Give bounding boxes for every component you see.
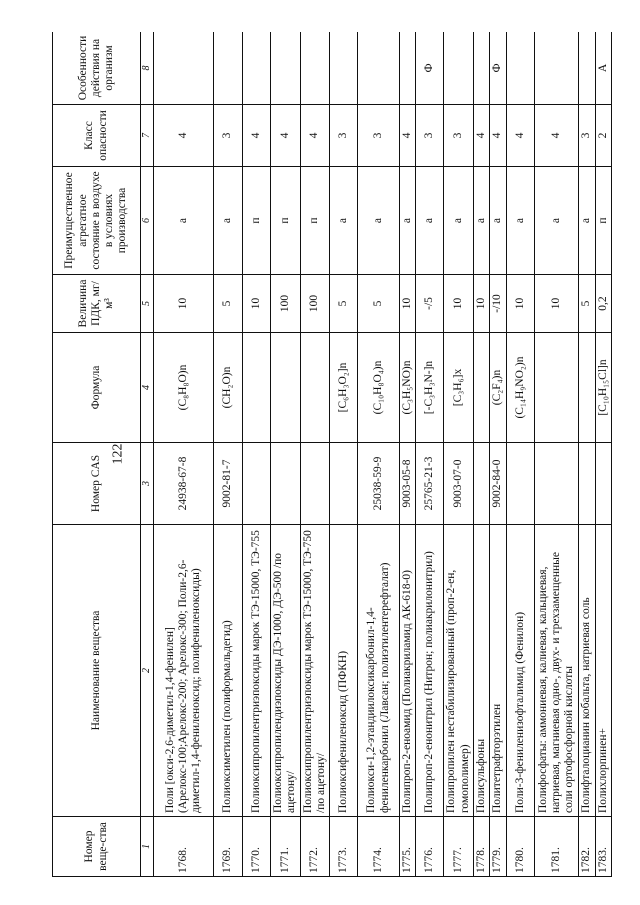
row-number: 1768. bbox=[154, 817, 214, 877]
row-number: 1778. bbox=[473, 817, 489, 877]
substance-name: Полисульфоны bbox=[473, 525, 489, 817]
formula: (C₈H₈O)n bbox=[154, 333, 214, 443]
aggregate-state: а bbox=[416, 167, 444, 275]
table-row bbox=[214, 32, 242, 877]
cas-number: 24938-67-8 bbox=[154, 443, 214, 525]
row-number: 1772. bbox=[300, 817, 330, 877]
effect-note bbox=[214, 32, 242, 105]
row-number: 1779. bbox=[490, 817, 506, 877]
pdk-value: 10 bbox=[399, 275, 415, 333]
formula: [-C₃H₃N-]n bbox=[416, 333, 444, 443]
formula: (C₁₀H₈O₄)n bbox=[358, 333, 399, 443]
cas-number: 25765-21-3 bbox=[416, 443, 444, 525]
table-row bbox=[444, 32, 474, 877]
index-cell: 5 bbox=[141, 275, 154, 333]
pdk-value: 5 bbox=[579, 275, 595, 333]
effect-note bbox=[300, 32, 330, 105]
hazard-class: 4 bbox=[534, 105, 578, 167]
cas-number bbox=[473, 443, 489, 525]
row-number: 1783. bbox=[595, 817, 611, 877]
substance-name: Полиокси-1,2-этандиилоксикарбонил-1,4-фениленкарбонил (Лавсан; полиэтилентерефталат) bbox=[358, 525, 399, 817]
pdk-value: 100 bbox=[300, 275, 330, 333]
index-cell: 4 bbox=[141, 333, 154, 443]
row-number: 1780. bbox=[506, 817, 534, 877]
row-number: 1770. bbox=[242, 817, 270, 877]
aggregate-state: п bbox=[242, 167, 270, 275]
page-number: 122 bbox=[110, 443, 126, 465]
hazard-class: 4 bbox=[490, 105, 506, 167]
hazard-class: 4 bbox=[270, 105, 300, 167]
aggregate-state: п bbox=[595, 167, 611, 275]
hazard-class: 4 bbox=[506, 105, 534, 167]
substance-name: Полиоксипропилендиэпоксиды ДЭ-1000, ДЭ-500 /по ацетону/ bbox=[270, 525, 300, 817]
pdk-value: 10 bbox=[473, 275, 489, 333]
formula bbox=[473, 333, 489, 443]
cas-number bbox=[506, 443, 534, 525]
substance-name: Полифосфаты: аммониевая, калиевая, кальциевая, натриевая, магниевая одно-, двух- и трехзамещенные соли ортофосфорной кислоты bbox=[534, 525, 578, 817]
effect-note: А bbox=[595, 32, 611, 105]
substance-name: Полипропилен нестабилизированный (проп-2-ен, гомополимер) bbox=[444, 525, 474, 817]
effect-note: Ф bbox=[490, 32, 506, 105]
header-pdk: Величина ПДК, мг/м³ bbox=[53, 275, 141, 333]
pdk-value: 5 bbox=[214, 275, 242, 333]
formula: [C₁₀H₁₅Cl]n bbox=[595, 333, 611, 443]
effect-note bbox=[358, 32, 399, 105]
cas-number bbox=[595, 443, 611, 525]
formula bbox=[242, 333, 270, 443]
header-formula: Формула bbox=[53, 333, 141, 443]
pdk-value: -/10 bbox=[490, 275, 506, 333]
substance-name: Поли [окси-2,6-диметил-1,4-фенилен] (Арелокс-100;Арелокс-200; Арелокс-300; Поли-2,6-диметил-1,4-фениленоксид; полифениленоксиды) bbox=[154, 525, 214, 817]
table-row bbox=[473, 32, 489, 877]
header-name: Наименование вещества bbox=[53, 525, 141, 817]
substance-name: Полиоксипропилентриэпоксиды марок ТЭ-15000, ТЭ-755 bbox=[242, 525, 270, 817]
effect-note bbox=[473, 32, 489, 105]
row-number: 1771. bbox=[270, 817, 300, 877]
effect-note bbox=[444, 32, 474, 105]
formula: (C₃H₅NO)n bbox=[399, 333, 415, 443]
hazard-class: 3 bbox=[358, 105, 399, 167]
index-cell: 2 bbox=[141, 525, 154, 817]
pdk-value: 5 bbox=[358, 275, 399, 333]
row-number: 1776. bbox=[416, 817, 444, 877]
effect-note: Ф bbox=[416, 32, 444, 105]
cas-number bbox=[270, 443, 300, 525]
hazard-class: 4 bbox=[399, 105, 415, 167]
header-number: Номер веще-ства bbox=[53, 817, 141, 877]
table-row bbox=[270, 32, 300, 877]
formula bbox=[270, 333, 300, 443]
index-row bbox=[141, 32, 154, 877]
effect-note bbox=[154, 32, 214, 105]
cas-number bbox=[534, 443, 578, 525]
substance-name: Политетрафторэтилен bbox=[490, 525, 506, 817]
cas-number bbox=[242, 443, 270, 525]
cas-number: 9002-84-0 bbox=[490, 443, 506, 525]
header-state: Преимущественное агрегатное состояние в воздухе в условиях производства bbox=[53, 167, 141, 275]
substance-name: Полифталоцианин кобальта, натриевая соль bbox=[579, 525, 595, 817]
formula: [C₆H₃O₂]n bbox=[330, 333, 358, 443]
pdk-value: 100 bbox=[270, 275, 300, 333]
table-row bbox=[154, 32, 214, 877]
substance-name: Полипроп-2-енонитрил (Нитрон; полиакрилонитрил) bbox=[416, 525, 444, 817]
table-row bbox=[242, 32, 270, 877]
formula bbox=[300, 333, 330, 443]
substance-name: Полиоксиметилен (полиформальдегид) bbox=[214, 525, 242, 817]
hazard-class: 3 bbox=[214, 105, 242, 167]
hazard-class: 4 bbox=[473, 105, 489, 167]
effect-note bbox=[399, 32, 415, 105]
cas-number bbox=[579, 443, 595, 525]
index-cell: 8 bbox=[141, 32, 154, 105]
pdk-value: 10 bbox=[444, 275, 474, 333]
table-row bbox=[358, 32, 399, 877]
hazard-class: 4 bbox=[242, 105, 270, 167]
aggregate-state: п bbox=[270, 167, 300, 275]
table-row bbox=[416, 32, 444, 877]
cas-number bbox=[330, 443, 358, 525]
cas-number: 9002-81-7 bbox=[214, 443, 242, 525]
table-row bbox=[534, 32, 578, 877]
substance-name: Поли-3-фениленизофталимид (Фенилон) bbox=[506, 525, 534, 817]
pdk-value: 5 bbox=[330, 275, 358, 333]
header-row bbox=[53, 32, 141, 877]
index-cell: 7 bbox=[141, 105, 154, 167]
table-row bbox=[330, 32, 358, 877]
cas-number: 9003-05-8 bbox=[399, 443, 415, 525]
cas-number: 25038-59-9 bbox=[358, 443, 399, 525]
aggregate-state: а bbox=[330, 167, 358, 275]
row-number: 1777. bbox=[444, 817, 474, 877]
index-cell: 6 bbox=[141, 167, 154, 275]
table-row bbox=[490, 32, 506, 877]
pdk-value: 10 bbox=[242, 275, 270, 333]
hazard-class: 3 bbox=[416, 105, 444, 167]
pdk-value: 10 bbox=[534, 275, 578, 333]
hazard-class: 4 bbox=[300, 105, 330, 167]
hazard-class: 3 bbox=[579, 105, 595, 167]
aggregate-state: а bbox=[579, 167, 595, 275]
substance-name: Полиоксипропилентриэпоксиды марок ТЭ-15000, ТЭ-750 /по ацетону/ bbox=[300, 525, 330, 817]
header-cas: Номер CAS bbox=[53, 443, 141, 525]
pdk-value: 0,2 bbox=[595, 275, 611, 333]
aggregate-state: а bbox=[399, 167, 415, 275]
effect-note bbox=[330, 32, 358, 105]
effect-note bbox=[534, 32, 578, 105]
effect-note bbox=[579, 32, 595, 105]
effect-note bbox=[242, 32, 270, 105]
effect-note bbox=[270, 32, 300, 105]
aggregate-state: а bbox=[358, 167, 399, 275]
formula bbox=[579, 333, 595, 443]
aggregate-state: а bbox=[473, 167, 489, 275]
substance-name: Полиоксифениленоксид (ПФКН) bbox=[330, 525, 358, 817]
index-cell: 1 bbox=[141, 817, 154, 877]
header-hazard: Класс опасности bbox=[53, 105, 141, 167]
table-row bbox=[506, 32, 534, 877]
pdk-value: 10 bbox=[154, 275, 214, 333]
formula: [C₃H₆]x bbox=[444, 333, 474, 443]
rotated-table-frame bbox=[52, 32, 612, 877]
effect-note bbox=[506, 32, 534, 105]
formula: (C₁₄H₉NO₂)n bbox=[506, 333, 534, 443]
aggregate-state: а bbox=[154, 167, 214, 275]
aggregate-state: а bbox=[506, 167, 534, 275]
formula: (CH₂O)n bbox=[214, 333, 242, 443]
substance-name: Полипроп-2-еноамид (Полиакриламид АК-618-0) bbox=[399, 525, 415, 817]
table-row bbox=[595, 32, 611, 877]
row-number: 1781. bbox=[534, 817, 578, 877]
index-cell: 3 bbox=[141, 443, 154, 525]
row-number: 1769. bbox=[214, 817, 242, 877]
table-row bbox=[579, 32, 595, 877]
substance-name: Полихлорпинен+ bbox=[595, 525, 611, 817]
header-effect: Особенности действия на организм bbox=[53, 32, 141, 105]
aggregate-state: а bbox=[214, 167, 242, 275]
row-number: 1774. bbox=[358, 817, 399, 877]
table-row bbox=[399, 32, 415, 877]
aggregate-state: п bbox=[300, 167, 330, 275]
hazard-class: 2 bbox=[595, 105, 611, 167]
row-number: 1775. bbox=[399, 817, 415, 877]
cas-number: 9003-07-0 bbox=[444, 443, 474, 525]
row-number: 1773. bbox=[330, 817, 358, 877]
cas-number bbox=[300, 443, 330, 525]
substances-table bbox=[52, 32, 612, 877]
formula: (C₂F₄)n bbox=[490, 333, 506, 443]
hazard-class: 3 bbox=[330, 105, 358, 167]
aggregate-state: а bbox=[534, 167, 578, 275]
table-row bbox=[300, 32, 330, 877]
hazard-class: 3 bbox=[444, 105, 474, 167]
pdk-value: -/5 bbox=[416, 275, 444, 333]
hazard-class: 4 bbox=[154, 105, 214, 167]
row-number: 1782. bbox=[579, 817, 595, 877]
formula bbox=[534, 333, 578, 443]
aggregate-state: а bbox=[490, 167, 506, 275]
pdk-value: 10 bbox=[506, 275, 534, 333]
aggregate-state: а bbox=[444, 167, 474, 275]
